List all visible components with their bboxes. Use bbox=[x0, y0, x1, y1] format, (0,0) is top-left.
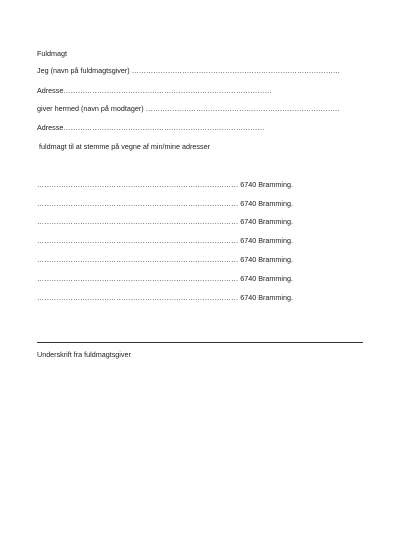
recipient-address-line: Adresse………………………………………………………………………… bbox=[37, 123, 265, 132]
address-entry-line: ………………………………………………………………………… 6740 Bramming. bbox=[37, 255, 293, 264]
address-entry-line: ………………………………………………………………………… 6740 Bramming. bbox=[37, 236, 293, 245]
document-title: Fuldmagt bbox=[37, 49, 67, 58]
address-entry-line: ………………………………………………………………………… 6740 Bramming. bbox=[37, 293, 293, 302]
address-entry-line: ………………………………………………………………………… 6740 Bramming. bbox=[37, 217, 293, 226]
recipient-name-line: giver hermed (navn på modtager) ……………………………………………………………………… bbox=[37, 104, 340, 113]
address-entry-line: ………………………………………………………………………… 6740 Bramming. bbox=[37, 180, 293, 189]
grantor-name-line: Jeg (navn på fuldmagtsgiver) …………………………………………………………………………… bbox=[37, 66, 341, 75]
signature-label: Underskrift fra fuldmagtsgiver bbox=[37, 350, 131, 359]
grantor-address-line: Adresse…………………………………………………………………………… bbox=[37, 86, 272, 95]
address-entry-line: ………………………………………………………………………… 6740 Bramming. bbox=[37, 274, 293, 283]
address-entry-line: ………………………………………………………………………… 6740 Bramming. bbox=[37, 199, 293, 208]
purpose-line: fuldmagt til at stemme på vegne af min/mine adresser bbox=[39, 142, 210, 151]
signature-divider bbox=[37, 342, 363, 343]
